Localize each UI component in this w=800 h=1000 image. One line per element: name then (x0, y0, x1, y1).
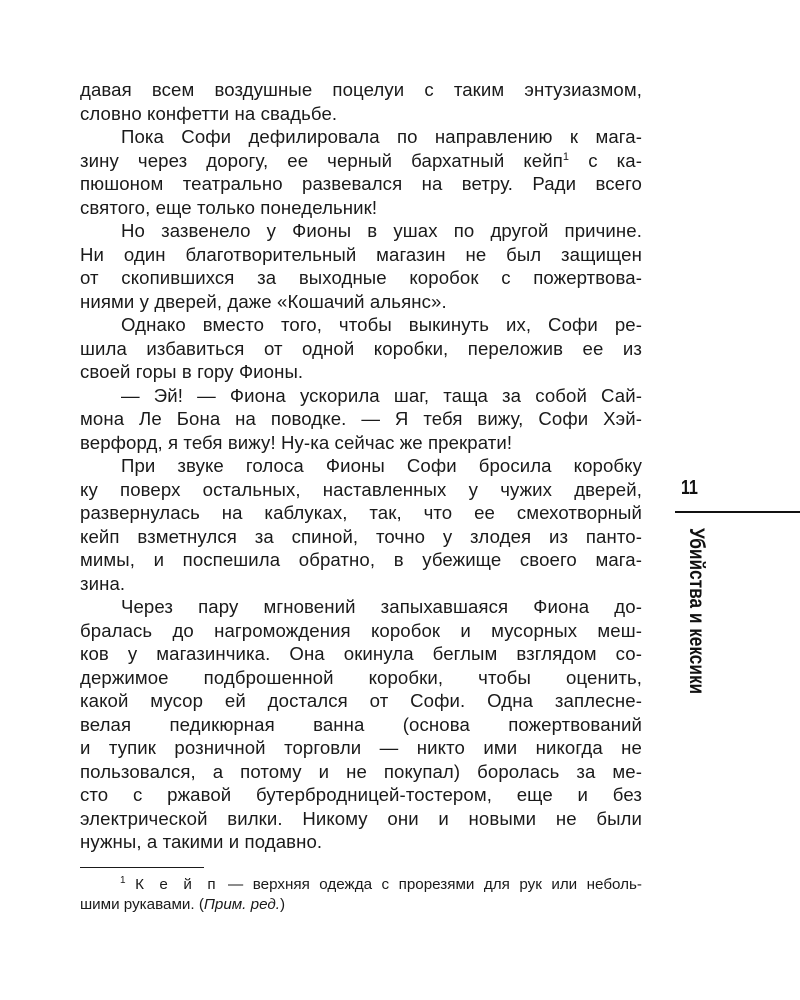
footnote-text: шими рукавами. ( (80, 896, 204, 913)
text-line: от скопившихся за выходные коробок с пожертвова- (80, 267, 642, 288)
text-line: мона Ле Бона на поводке. — Я тебя вижу, Софи Хэй- (80, 408, 642, 429)
text-line: велая педикюрная ванна (основа пожертвований (80, 713, 642, 735)
text-line: верфорд, я тебя вижу! Ну-ка сейчас же прекрати! (80, 431, 513, 453)
footnote-line (80, 875, 642, 895)
text-line: ков у магазинчика. Она окинула беглым взглядом со- (80, 643, 642, 664)
page-number: 11 (681, 477, 698, 499)
text-line: держимое подброшенной коробки, чтобы оценить, (80, 666, 642, 688)
text-line: какой мусор ей достался от Софи. Одна заплесне- (80, 690, 642, 711)
text-line: При звуке голоса Фионы Софи бросила коробку (121, 455, 642, 476)
text-line: своей горы в гору Фионы. (80, 361, 304, 382)
text-line: Ни один благотворительный магазин не был защищен (80, 243, 642, 265)
text-line: кейп взметнулся за спиной, точно у злодея из панто- (80, 525, 642, 547)
body-text (80, 78, 642, 854)
running-title: Убийства и кексики (685, 528, 708, 695)
text-line: пюшоном театрально развевался на ветру. Ради всего (80, 173, 642, 194)
text-line: ниями у дверей, даже «Кошачий альянс». (80, 290, 447, 312)
text-line (80, 149, 642, 173)
editor-note: Прим. ред. (203, 896, 280, 913)
text-line: нужны, а такими и подавно. (80, 831, 323, 852)
text-line: Пока Софи дефилировала по направлению к мага- (121, 126, 642, 147)
text-segment: зину через дорогу, ее черный бархатный кейп (80, 149, 563, 171)
footnote-marker: 1 (120, 874, 126, 886)
text-line: мимы, и поспешила обратно, в убежище своего мага- (80, 549, 642, 570)
text-segment: с ка- (588, 149, 642, 171)
text-line: развернулась на каблуках, так, что ее смехотворный (80, 502, 642, 523)
footnote-line (80, 895, 642, 915)
text-line: святого, еще только понедельник! (80, 196, 378, 218)
text-line: словно конфетти на свадьбе. (80, 102, 338, 124)
footnote (80, 875, 642, 915)
text-line: шила избавиться от одной коробки, переложив ее из (80, 337, 642, 359)
side-divider (675, 511, 800, 513)
text-line: сто с ржавой бутербродницей-тостером, еще и без (80, 784, 642, 805)
footnote-term: К е й п (135, 876, 219, 893)
text-line: и тупик розничной торговли — никто ими никогда не (80, 737, 642, 758)
text-line: пользовался, а потому и не покупал) боролась за ме- (80, 760, 642, 782)
footnote-divider (80, 867, 204, 868)
text-line: электрической вилки. Никому они и новыми не были (80, 807, 642, 829)
text-line: Через пару мгновений запыхавшаяся Фиона до- (121, 596, 642, 617)
text-line: Но зазвенело у Фионы в ушах по другой причине. (121, 220, 642, 241)
text-line: — Эй! — Фиона ускорила шаг, таща за собой Сай- (121, 384, 642, 406)
text-line: давая всем воздушные поцелуи с таким энтузиазмом, (80, 79, 642, 100)
footnote-reference: 1 (562, 150, 570, 163)
footnote-text: — верхняя одежда с прорезями для рук или неболь- (218, 876, 642, 893)
footnote-text: ) (279, 896, 286, 913)
text-line: бралась до нагромождения коробок и мусорных меш- (80, 619, 642, 641)
text-line: ку поверх остальных, наставленных у чужих дверей, (80, 478, 642, 500)
text-line: зина. (80, 572, 126, 594)
text-line: Однако вместо того, чтобы выкинуть их, Софи ре- (121, 314, 642, 335)
